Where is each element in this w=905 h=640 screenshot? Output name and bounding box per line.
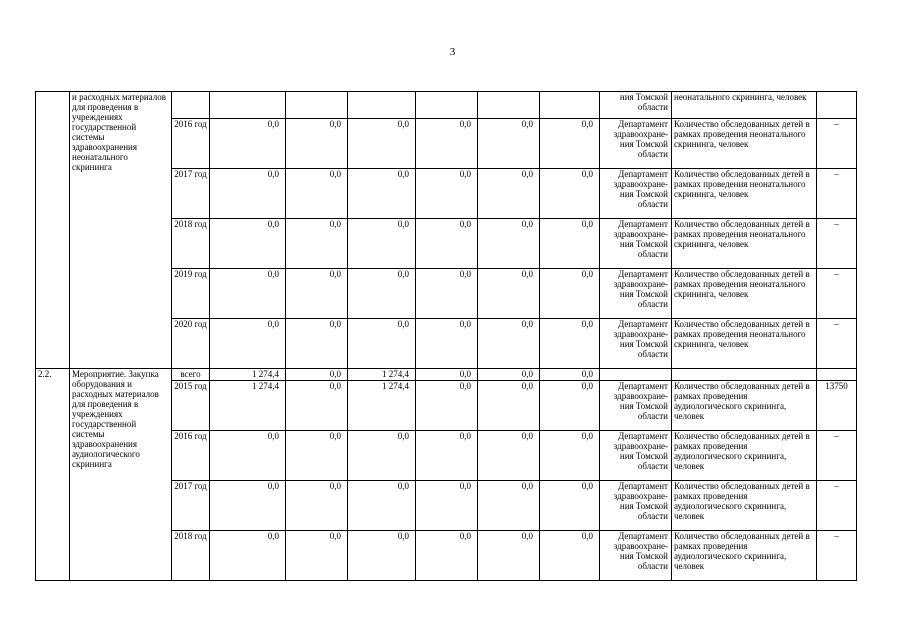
value-cell: 0,0 bbox=[286, 169, 348, 219]
value-cell: 0,0 bbox=[286, 431, 348, 481]
department-cell: Департамент здравоохране-ния Томской области bbox=[600, 381, 672, 431]
value-cell: 0,0 bbox=[286, 219, 348, 269]
year-cell: всего bbox=[172, 369, 210, 381]
value-cell: 0,0 bbox=[210, 219, 286, 269]
empty-cell bbox=[348, 92, 416, 119]
year-cell: 2017 год bbox=[172, 169, 210, 219]
value-cell: 0,0 bbox=[478, 431, 540, 481]
value-cell: 0,0 bbox=[416, 481, 478, 531]
department-cell: Департамент здравоохране-ния Томской области bbox=[600, 219, 672, 269]
value-cell: 0,0 bbox=[348, 431, 416, 481]
value-cell: 0,0 bbox=[210, 319, 286, 369]
indicator-cell bbox=[672, 369, 817, 381]
year-cell: 2017 год bbox=[172, 481, 210, 531]
indicator-cell: неонатального скрининга, человек bbox=[672, 92, 817, 119]
value-cell: 1 274,4 bbox=[348, 381, 416, 431]
value-cell: 0,0 bbox=[286, 531, 348, 581]
value-cell: 0,0 bbox=[416, 319, 478, 369]
value-cell: 0,0 bbox=[348, 269, 416, 319]
value-cell: 0,0 bbox=[286, 269, 348, 319]
department-cell: Департамент здравоохране-ния Томской области bbox=[600, 481, 672, 531]
department-cell: Департамент здравоохране-ния Томской области bbox=[600, 431, 672, 481]
value-cell: 0,0 bbox=[416, 219, 478, 269]
indicator-cell: Количество обследованных детей в рамках проведения аудиологического скрининга, человек bbox=[672, 531, 817, 581]
indicator-cell: Количество обследованных детей в рамках проведения неонатального скрининга, человек bbox=[672, 269, 817, 319]
target-value-cell: – bbox=[817, 119, 857, 169]
value-cell: 0,0 bbox=[210, 531, 286, 581]
value-cell: 0,0 bbox=[416, 431, 478, 481]
value-cell: 0,0 bbox=[348, 319, 416, 369]
value-cell: 0,0 bbox=[478, 319, 540, 369]
empty-cell bbox=[210, 92, 286, 119]
indicator-cell: Количество обследованных детей в рамках проведения неонатального скрининга, человек bbox=[672, 119, 817, 169]
year-cell: 2019 год bbox=[172, 269, 210, 319]
year-cell: 2018 год bbox=[172, 219, 210, 269]
department-cell: Департамент здравоохране-ния Томской области bbox=[600, 319, 672, 369]
activity-label-cell: и расходных материалов для проведения в учреждениях государственной системы здравоохранения неонатального скрининга bbox=[70, 92, 172, 369]
department-cell: Департамент здравоохране-ния Томской области bbox=[600, 119, 672, 169]
value-cell: 0,0 bbox=[540, 481, 600, 531]
page-number: 3 bbox=[449, 46, 456, 58]
program-table bbox=[35, 91, 857, 581]
value-cell: 0,0 bbox=[478, 169, 540, 219]
target-value-cell bbox=[817, 92, 857, 119]
value-cell: 1 274,4 bbox=[210, 381, 286, 431]
table-body bbox=[36, 92, 857, 581]
activity-number-cell: 2.2. bbox=[36, 369, 70, 581]
year-cell: 2020 год bbox=[172, 319, 210, 369]
target-value-cell: – bbox=[817, 431, 857, 481]
target-value-cell: – bbox=[817, 219, 857, 269]
table-row bbox=[36, 369, 857, 381]
value-cell: 0,0 bbox=[478, 119, 540, 169]
value-cell: 0,0 bbox=[416, 119, 478, 169]
value-cell: 0,0 bbox=[416, 381, 478, 431]
indicator-cell: Количество обследованных детей в рамках проведения неонатального скрининга, человек bbox=[672, 169, 817, 219]
value-cell: 0,0 bbox=[540, 169, 600, 219]
indicator-cell: Количество обследованных детей в рамках проведения неонатального скрининга, человек bbox=[672, 219, 817, 269]
year-cell: 2018 год bbox=[172, 531, 210, 581]
value-cell: 0,0 bbox=[210, 431, 286, 481]
value-cell: 0,0 bbox=[540, 381, 600, 431]
value-cell: 1 274,4 bbox=[348, 369, 416, 381]
year-cell: 2016 год bbox=[172, 431, 210, 481]
empty-cell bbox=[286, 92, 348, 119]
value-cell: 0,0 bbox=[348, 119, 416, 169]
value-cell: 0,0 bbox=[286, 381, 348, 431]
number-cell bbox=[36, 92, 70, 369]
value-cell: 1 274,4 bbox=[210, 369, 286, 381]
value-cell: 0,0 bbox=[210, 169, 286, 219]
department-cell: Департамент здравоохране-ния Томской области bbox=[600, 169, 672, 219]
value-cell: 0,0 bbox=[416, 169, 478, 219]
indicator-cell: Количество обследованных детей в рамках проведения неонатального скрининга, человек bbox=[672, 319, 817, 369]
value-cell: 0,0 bbox=[348, 481, 416, 531]
value-cell: 0,0 bbox=[416, 269, 478, 319]
value-cell: 0,0 bbox=[540, 269, 600, 319]
value-cell: 0,0 bbox=[348, 219, 416, 269]
empty-cell bbox=[478, 92, 540, 119]
target-value-cell: – bbox=[817, 319, 857, 369]
value-cell: 0,0 bbox=[478, 481, 540, 531]
target-value-cell: – bbox=[817, 169, 857, 219]
target-value-cell: – bbox=[817, 269, 857, 319]
value-cell: 0,0 bbox=[286, 481, 348, 531]
activity-label-cell: Мероприятие. Закупка оборудования и расходных материалов для проведения в учреждениях государственной системы здравоохранения аудиологического скрининга bbox=[70, 369, 172, 581]
value-cell: 0,0 bbox=[540, 431, 600, 481]
value-cell: 0,0 bbox=[540, 219, 600, 269]
value-cell: 0,0 bbox=[210, 269, 286, 319]
value-cell: 0,0 bbox=[478, 269, 540, 319]
value-cell: 0,0 bbox=[210, 481, 286, 531]
empty-cell bbox=[172, 92, 210, 119]
value-cell: 0,0 bbox=[540, 119, 600, 169]
target-value-cell bbox=[817, 369, 857, 381]
value-cell: 0,0 bbox=[286, 119, 348, 169]
value-cell: 0,0 bbox=[210, 119, 286, 169]
value-cell: 0,0 bbox=[540, 319, 600, 369]
indicator-cell: Количество обследованных детей в рамках проведения аудиологического скрининга, человек bbox=[672, 481, 817, 531]
target-value-cell: – bbox=[817, 481, 857, 531]
year-cell: 2016 год bbox=[172, 119, 210, 169]
value-cell: 0,0 bbox=[348, 169, 416, 219]
value-cell: 0,0 bbox=[478, 381, 540, 431]
target-value-cell: 13750 bbox=[817, 381, 857, 431]
value-cell: 0,0 bbox=[478, 369, 540, 381]
target-value-cell: – bbox=[817, 531, 857, 581]
department-cell bbox=[600, 369, 672, 381]
value-cell: 0,0 bbox=[416, 531, 478, 581]
empty-cell bbox=[540, 92, 600, 119]
value-cell: 0,0 bbox=[540, 369, 600, 381]
department-cell: Департамент здравоохране-ния Томской области bbox=[600, 269, 672, 319]
value-cell: 0,0 bbox=[416, 369, 478, 381]
value-cell: 0,0 bbox=[478, 219, 540, 269]
indicator-cell: Количество обследованных детей в рамках проведения аудиологического скрининга, человек bbox=[672, 431, 817, 481]
empty-cell bbox=[416, 92, 478, 119]
year-cell: 2015 год bbox=[172, 381, 210, 431]
value-cell: 0,0 bbox=[286, 369, 348, 381]
table-row bbox=[36, 92, 857, 119]
department-cell: Департамент здравоохране-ния Томской области bbox=[600, 531, 672, 581]
value-cell: 0,0 bbox=[478, 531, 540, 581]
indicator-cell: Количество обследованных детей в рамках проведения аудиологического скрининга, человек bbox=[672, 381, 817, 431]
value-cell: 0,0 bbox=[540, 531, 600, 581]
value-cell: 0,0 bbox=[286, 319, 348, 369]
value-cell: 0,0 bbox=[348, 531, 416, 581]
department-cell: ния Томской области bbox=[600, 92, 672, 119]
